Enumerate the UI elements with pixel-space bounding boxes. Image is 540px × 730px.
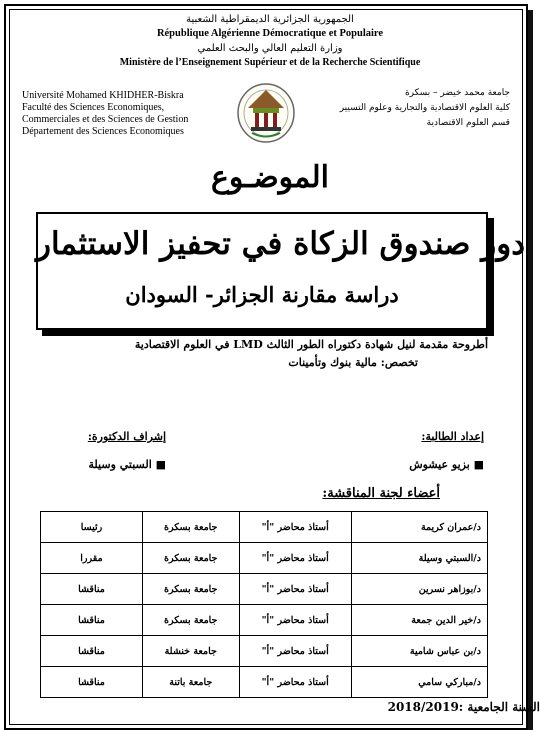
member-rank: أستاذ محاضر "أ" bbox=[239, 667, 351, 698]
university-fr-line1: Université Mohamed KHIDHER-Biskra bbox=[22, 90, 184, 101]
prepared-by-entry bbox=[409, 458, 484, 471]
thesis-description: أطروحة مقدمة لنيل شهادة دكتوراه الطور الثالث LMD في العلوم الاقتصادية bbox=[134, 338, 488, 351]
member-rank: أستاذ محاضر "أ" bbox=[239, 574, 351, 605]
supervised-by-entry bbox=[89, 458, 166, 471]
member-rank: أستاذ محاضر "أ" bbox=[239, 512, 351, 543]
thesis-subtitle: دراسة مقارنة الجزائر- السودان bbox=[125, 282, 399, 307]
member-rank: أستاذ محاضر "أ" bbox=[239, 543, 351, 574]
member-university: جامعة بسكرة bbox=[142, 605, 239, 636]
member-name: د/خير الدين جمعة bbox=[351, 605, 487, 636]
table-row bbox=[41, 636, 488, 667]
member-rank: أستاذ محاضر "أ" bbox=[239, 605, 351, 636]
member-name: د/بن عباس شامية bbox=[351, 636, 487, 667]
member-university: جامعة باتنة bbox=[142, 667, 239, 698]
university-fr-line3: Commerciales et des Sciences de Gestion bbox=[22, 114, 189, 125]
bullet-icon: ■ bbox=[151, 458, 166, 471]
member-role: مناقشا bbox=[41, 636, 143, 667]
header-ar-republic: الجمهورية الجزائرية الديمقراطية الشعبية bbox=[186, 14, 354, 25]
member-role: رئيسا bbox=[41, 512, 143, 543]
member-university: جامعة بسكرة bbox=[142, 543, 239, 574]
university-fr-line4: Département des Sciences Economiques bbox=[22, 126, 184, 137]
table-row bbox=[41, 605, 488, 636]
academic-year: السنة الجامعية :2018/2019 bbox=[387, 700, 540, 714]
member-role: مقررا bbox=[41, 543, 143, 574]
bullet-icon: ■ bbox=[469, 458, 484, 471]
header-ar-ministry: وزارة التعليم العالي والبحث العلمي bbox=[197, 43, 343, 54]
table-row bbox=[41, 667, 488, 698]
member-rank: أستاذ محاضر "أ" bbox=[239, 636, 351, 667]
university-fr-line2: Faculté des Sciences Economiques, bbox=[22, 102, 165, 113]
university-ar-line1: جامعة محمد خيضر – بسكرة bbox=[404, 88, 510, 98]
subject-heading: الموضـوع bbox=[211, 160, 329, 195]
table-row bbox=[41, 512, 488, 543]
committee-title: أعضاء لجنة المناقشة: bbox=[322, 486, 440, 501]
student-name: بزيو عيشوش bbox=[409, 458, 470, 471]
university-ar-line2: كلية العلوم الاقتصادية والتجارية وعلوم التسيير bbox=[339, 103, 510, 113]
table-row bbox=[41, 543, 488, 574]
university-ar-line3: قسم العلوم الاقتصادية bbox=[426, 118, 510, 128]
header-fr-republic: République Algérienne Démocratique et Populaire bbox=[156, 28, 384, 39]
member-university: جامعة بسكرة bbox=[142, 512, 239, 543]
prepared-by-label: إعداد الطالبة: bbox=[421, 430, 484, 443]
specialization: تخصص: مالية بنوك وتأمينات bbox=[288, 356, 418, 369]
university-logo bbox=[236, 82, 296, 144]
table-row bbox=[41, 574, 488, 605]
member-role: مناقشا bbox=[41, 605, 143, 636]
supervised-by-label: إشراف الدكتورة: bbox=[87, 430, 166, 443]
member-name: د/عمران كريمة bbox=[351, 512, 487, 543]
committee-table bbox=[40, 511, 488, 698]
header-fr-ministry: Ministère de l’Enseignement Supérieur et de la Recherche Scientifique bbox=[119, 57, 421, 68]
university-fr-block bbox=[22, 90, 222, 138]
member-name: د/بوزاهر نسرين bbox=[351, 574, 487, 605]
page-frame-shadow bbox=[528, 10, 533, 730]
member-university: جامعة خنشلة bbox=[142, 636, 239, 667]
member-role: مناقشا bbox=[41, 667, 143, 698]
member-role: مناقشا bbox=[41, 574, 143, 605]
university-ar-block bbox=[339, 86, 510, 131]
member-university: جامعة بسكرة bbox=[142, 574, 239, 605]
supervisor-name: السبتي وسيلة bbox=[88, 458, 152, 471]
member-name: د/السبتي وسيلة bbox=[351, 543, 487, 574]
thesis-title: دور صندوق الزكاة في تحفيز الاستثمار bbox=[36, 226, 526, 262]
member-name: د/مباركي سامي bbox=[351, 667, 487, 698]
